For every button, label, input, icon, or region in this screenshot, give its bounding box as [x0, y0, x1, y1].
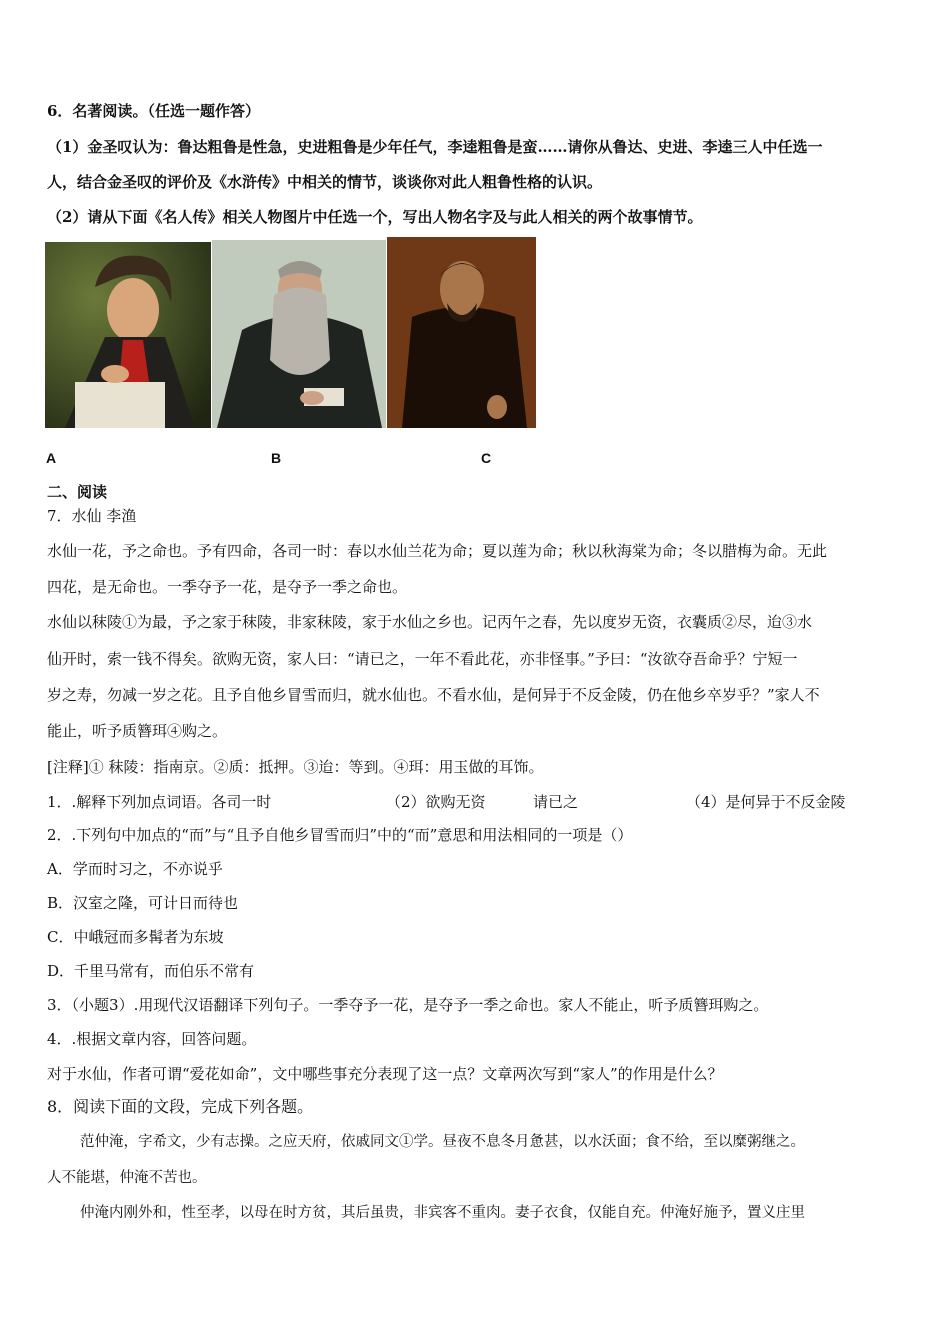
q6-title: 6．名著阅读。（任选一题作答） — [47, 102, 260, 120]
portrait-a-image — [45, 242, 211, 428]
portrait-label-a: A — [46, 450, 57, 466]
q7-p2-line2: 仙开时，索一钱不得矣。欲购无资，家人曰：“请已之，一年不看此花，亦非怪事。”予曰：“汝欲夺吾命乎？宁短一 — [47, 650, 798, 668]
portrait-c-image — [387, 237, 536, 428]
q7-q4: 4．.根据文章内容，回答问题。 — [47, 1030, 257, 1048]
q7-q2-option-b: B．汉室之隆，可计日而待也 — [47, 894, 239, 912]
q7-p1-line2: 四花，是无命也。一季夺予一花，是夺予一季之命也。 — [47, 578, 408, 596]
q6-part1-line2: 人，结合金圣叹的评价及《水浒传》中相关的情节，谈谈你对此人粗鲁性格的认识。 — [47, 173, 603, 191]
q7-q2: 2．.下列句中加点的“而”与“且予自他乡冒雪而归”中的“而”意思和用法相同的一项是（） — [47, 826, 633, 844]
q8-p1-line2: 人不能堪，仲淹不苦也。 — [47, 1170, 207, 1186]
portrait-label-b: B — [271, 450, 282, 466]
q7-q4-text: 对于水仙，作者可谓“爱花如命”，文中哪些事充分表现了这一点？文章两次写到“家人”的作用是什么？ — [47, 1065, 723, 1083]
q7-q1-part-b: （2）欲购无资 — [386, 793, 486, 811]
portrait-label-c: C — [481, 450, 492, 466]
q7-title: 7．水仙 李渔 — [47, 507, 137, 525]
q7-note: [注释]① 秣陵：指南京。②质：抵押。③迨：等到。④珥：用玉做的耳饰。 — [47, 758, 544, 776]
q7-q1-part-a: 1．.解释下列加点词语。各司一时 — [47, 793, 272, 811]
q7-q1-part-c: 请已之 — [533, 793, 579, 811]
q7-q3: 3．（小题3）.用现代汉语翻译下列句子。一季夺予一花，是夺予一季之命也。家人不能止，听予质簪珥购之。 — [47, 996, 769, 1014]
q8-title: 8．阅读下面的文段，完成下列各题。 — [47, 1097, 314, 1116]
q8-p2-line1: 仲淹内刚外和，性至孝，以母在时方贫，其后虽贵，非宾客不重肉。妻子衣食，仅能自充。仲淹好施予，置义庄里 — [80, 1205, 805, 1221]
q6-part1-line1: （1）金圣叹认为：鲁达粗鲁是性急，史进粗鲁是少年任气，李逵粗鲁是蛮……请你从鲁达、史进、李逵三人中任选一 — [47, 138, 823, 156]
q7-p2-line4: 能止，听予质簪珥④购之。 — [47, 722, 228, 740]
q7-p2-line3: 岁之寿，勿减一岁之花。且予自他乡冒雪而归，就水仙也。不看水仙，是何异于不反金陵，仍在他乡卒岁乎？”家人不 — [47, 686, 820, 704]
section2-title: 二、阅读 — [47, 483, 108, 501]
q6-part2: （2）请从下面《名人传》相关人物图片中任选一个，写出人物名字及与此人相关的两个故事情节。 — [47, 208, 703, 226]
q8-p1-line1: 范仲淹，字希文，少有志操。之应天府，依戚同文①学。昼夜不息冬月惫甚，以水沃面；食不给，至以糜粥继之。 — [80, 1134, 805, 1150]
q7-q2-option-a: A．学而时习之，不亦说乎 — [47, 860, 223, 878]
portrait-b-image — [212, 240, 386, 428]
q7-p1-line1: 水仙一花，予之命也。予有四命，各司一时：春以水仙兰花为命；夏以莲为命；秋以秋海棠为命；冬以腊梅为命。无此 — [47, 542, 828, 560]
q7-q1-part-d: （4）是何异于不反金陵 — [686, 793, 846, 811]
q7-p2-line1: 水仙以秣陵①为最，予之家于秣陵，非家秣陵，家于水仙之乡也。记丙午之春，先以度岁无资，衣囊质②尽，迨③水 — [47, 613, 813, 631]
q7-q2-option-c: C．中峨冠而多髯者为东坡 — [47, 928, 224, 946]
q7-q2-option-d: D．千里马常有，而伯乐不常有 — [47, 962, 255, 980]
